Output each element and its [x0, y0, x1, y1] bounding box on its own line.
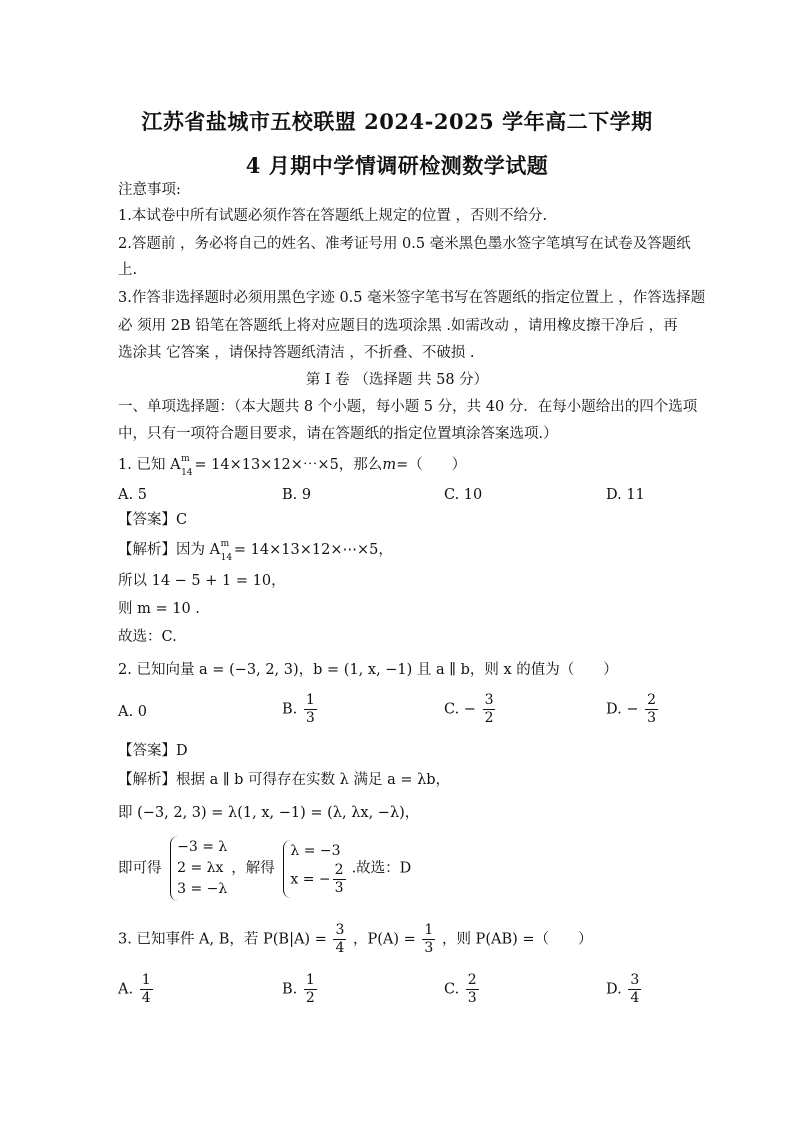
q2-option-d: D. − $\frac{2}{3}$ [606, 692, 657, 726]
q1-option-c: C. 10 [444, 487, 483, 503]
note-3a: 3.作答非选择题时必须用黑色字迹 0.5 毫米签字笔书写在答题纸的指定位置上 ，作答选择题 [118, 290, 706, 306]
question-2: 2. 已知向量 a = (−3, 2, 3)，b = (1, x, −1) 且 a ∥ b，则 x 的值为（ ） [118, 662, 618, 678]
q2-option-b: B. $\frac{1}{3}$ [282, 692, 315, 726]
q1-answer: 【答案】C [118, 512, 188, 528]
note-1: 1.本试卷中所有试题必须作答在答题纸上规定的位置 ，否则不给分. [118, 208, 548, 224]
question-1: 1. 已知 A m 14 = 14×13×12×⋯×5，那么m=（ ） [118, 454, 467, 478]
section-heading-b: 中，只有一项符合题目要求，请在答题纸的指定位置填涂答案选项.） [118, 426, 558, 442]
q3-option-b: B. $\frac{1}{2}$ [282, 972, 315, 1006]
question-3: 3. 已知事件 A, B，若 P(B|A) = $\frac{3}{4}$ ，P(A) = $\frac{1}{3}$ ，则 P(AB) =（ ） [118, 922, 593, 956]
note-3c: 选涂其 它答案 ，请保持答题纸清洁 ，不折叠、不破损 . [118, 345, 475, 361]
q3-option-a: A. $\frac{1}{4}$ [118, 972, 151, 1006]
notes-heading: 注意事项: [118, 182, 181, 198]
q3-option-c: C. $\frac{2}{3}$ [444, 972, 477, 1006]
section-heading-a: 一、单项选择题：（本大题共 8 个小题，每小题 5 分，共 40 分．在每小题给出的四个选项 [118, 399, 698, 415]
equation-system-1: −3 = λ 2 = λx 3 = −λ [170, 836, 227, 901]
permutation-symbol: A m 14 [170, 454, 193, 478]
q1-option-b: B. 9 [282, 487, 312, 503]
exam-title-line2: 4 月期中学情调研检测数学试题 [245, 153, 549, 178]
q1-option-d: D. 11 [606, 487, 645, 503]
q2-answer: 【答案】D [118, 743, 188, 759]
q2-option-a: A. 0 [118, 704, 147, 720]
part-heading: 第 I 卷 （选择题 共 58 分） [305, 372, 489, 388]
note-2a: 2.答题前 ，务必将自己的姓名、准考证号用 0.5 毫米黑色墨水签字笔填写在试卷及答题纸 [118, 236, 691, 252]
q1-analysis-3: 则 m = 10 . [118, 601, 200, 617]
q1-analysis-4: 故选：C. [118, 629, 177, 645]
note-3b: 必 须用 2B 铅笔在答题纸上将对应题目的选项涂黑 .如需改动 ，请用橡皮擦干净后 ，再 [118, 318, 678, 334]
q2-option-c: C. − $\frac{3}{2}$ [444, 692, 494, 726]
q3-option-d: D. $\frac{3}{4}$ [606, 972, 640, 1006]
q1-analysis-2: 所以 14 − 5 + 1 = 10， [118, 573, 286, 589]
q2-analysis-1: 【解析】根据 a ∥ b 可得存在实数 λ 满足 a = λb， [118, 772, 451, 788]
q1-option-a: A. 5 [118, 487, 147, 503]
q2-analysis-3: 即可得 −3 = λ 2 = λx 3 = −λ ，解得 λ = −3 x = − $\frac{2}{3}$ .故选：D [118, 836, 678, 901]
exam-title-line1: 江苏省盐城市五校联盟 2024-2025 学年高二下学期 [141, 109, 653, 134]
q2-analysis-2: 即 (−3, 2, 3) = λ(1, x, −1) = (λ, λx, −λ)， [118, 805, 420, 821]
equation-system-2: λ = −3 x = − $\frac{2}{3}$ [283, 840, 347, 898]
note-2b: 上. [118, 262, 138, 278]
q1-analysis: 【解析】因为 A m 14 = 14×13×12×⋯×5， [118, 539, 393, 563]
